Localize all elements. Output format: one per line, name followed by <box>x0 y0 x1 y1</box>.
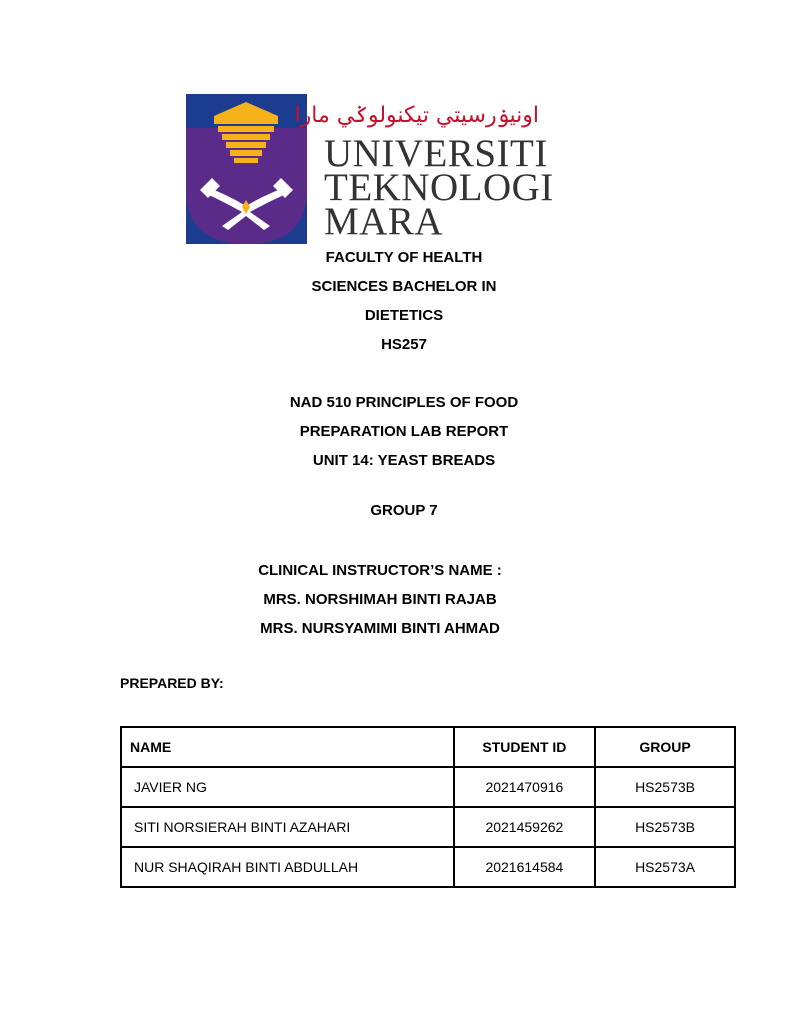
faculty-line-3: DIETETICS <box>364 307 444 324</box>
student-name: NUR SHAQIRAH BINTI ABDULLAH <box>121 847 454 887</box>
course-title-line-2: PREPARATION LAB REPORT <box>299 423 509 440</box>
table-row <box>121 847 735 887</box>
wordmark-line-1: UNIVERSITI <box>324 132 548 175</box>
group-label: GROUP 7 <box>370 502 438 519</box>
faculty-line-1: FACULTY OF HEALTH <box>325 249 483 266</box>
instructor-name-2: MRS. NURSYAMIMI BINTI AHMAD <box>260 620 500 637</box>
table-row <box>121 807 735 847</box>
program-code: HS257 <box>381 336 427 353</box>
unit-title: UNIT 14: YEAST BREADS <box>312 452 496 469</box>
university-logo <box>186 94 554 244</box>
uitm-crest-icon <box>186 94 307 244</box>
student-id: 2021614584 <box>454 847 595 887</box>
student-name: JAVIER NG <box>121 767 454 807</box>
column-header-name: NAME <box>121 727 454 767</box>
instructor-name-1: MRS. NORSHIMAH BINTI RAJAB <box>263 591 497 608</box>
jawi-title <box>294 94 546 134</box>
column-header-group: GROUP <box>595 727 735 767</box>
student-group: HS2573A <box>595 847 735 887</box>
student-id: 2021459262 <box>454 807 595 847</box>
student-id: 2021470916 <box>454 767 595 807</box>
university-wordmark <box>294 94 554 244</box>
wordmark-line-2: TEKNOLOGI <box>324 166 554 209</box>
table-header-row <box>121 727 735 767</box>
course-title-line-1: NAD 510 PRINCIPLES OF FOOD <box>289 394 519 411</box>
prepared-by-label: PREPARED BY: <box>120 675 224 691</box>
wordmark-line-3: MARA <box>324 200 444 243</box>
column-header-student-id: STUDENT ID <box>454 727 595 767</box>
student-group: HS2573B <box>595 767 735 807</box>
instructor-heading: CLINICAL INSTRUCTOR’S NAME : <box>258 562 502 579</box>
student-group: HS2573B <box>595 807 735 847</box>
student-table <box>120 726 736 888</box>
faculty-line-2: SCIENCES BACHELOR IN <box>311 278 497 295</box>
jawi-text: اونيۏرسيتي تيكنولوݢي مارا <box>294 103 539 128</box>
student-name: SITI NORSIERAH BINTI AZAHARI <box>121 807 454 847</box>
table-row <box>121 767 735 807</box>
